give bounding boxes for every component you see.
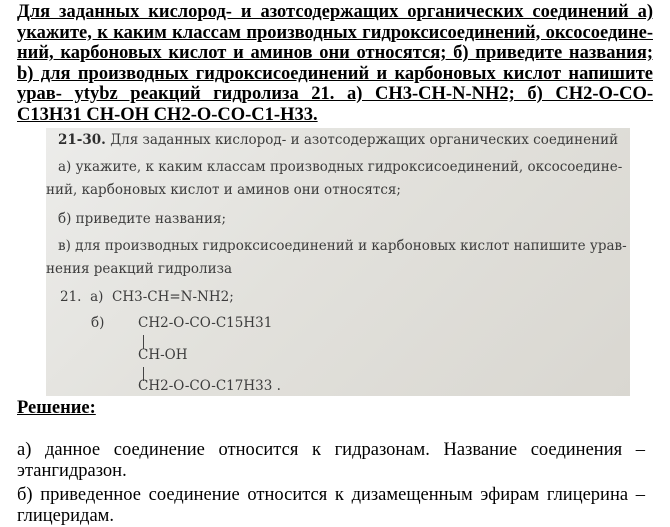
- formula-line3: CH2-O-CO-C17H33 .: [138, 378, 281, 394]
- solution-para-b: б) приведенное соединение относится к дизамещенным эфирам глицерина – глицеридам.: [17, 485, 645, 526]
- solution-para-a: а) данное соединение относится к гидразонам. Название соединения – этангидразон.: [17, 440, 645, 481]
- solution-title: Решение:: [17, 398, 96, 418]
- task-b-label: б): [91, 315, 105, 331]
- item-b: б) приведите названия;: [58, 211, 227, 227]
- formula-line2: CH-OH: [138, 347, 188, 363]
- problem-intro: Для заданных кислород- и азотсодержащих органических соединений: [110, 132, 619, 148]
- item-a-line2: ний, карбоновых кислот и аминов они относятся;: [46, 182, 401, 198]
- formula-line1: CH2-O-CO-C15H31: [138, 315, 273, 331]
- problem-number: 21-30.: [58, 132, 106, 148]
- item-c-line1: в) для производных гидроксисоединений и карбоновых кислот напишите урав-: [58, 238, 627, 254]
- item-c-line2: нения реакций гидролиза: [46, 261, 233, 277]
- item-a-line1: а) укажите, к каким классам производных гидроксисоединений, оксосоедине-: [58, 159, 623, 175]
- task-a-formula: CH3-CH=N-NH2;: [112, 289, 234, 305]
- problem-statement: Для заданных кислород- и азотсодержащих органических соединений а) укажите, к каким классам производных гидроксисоединений, оксосоедине- ний, карбоновых кислот и аминов они относятся; б) приведите названия; b) для производных гидроксисоединений и карбоновых кислот напишите урав- ytybz реакций гидролиза 21. а) CH3-CH-N-NH2; б) CH2-O-CO-C13H31 CH-OH CH2-O-CO-C1-H33.: [17, 2, 653, 125]
- textbook-photo: [46, 128, 630, 396]
- task-a-label: а): [90, 289, 104, 305]
- task-number: 21.: [60, 289, 82, 305]
